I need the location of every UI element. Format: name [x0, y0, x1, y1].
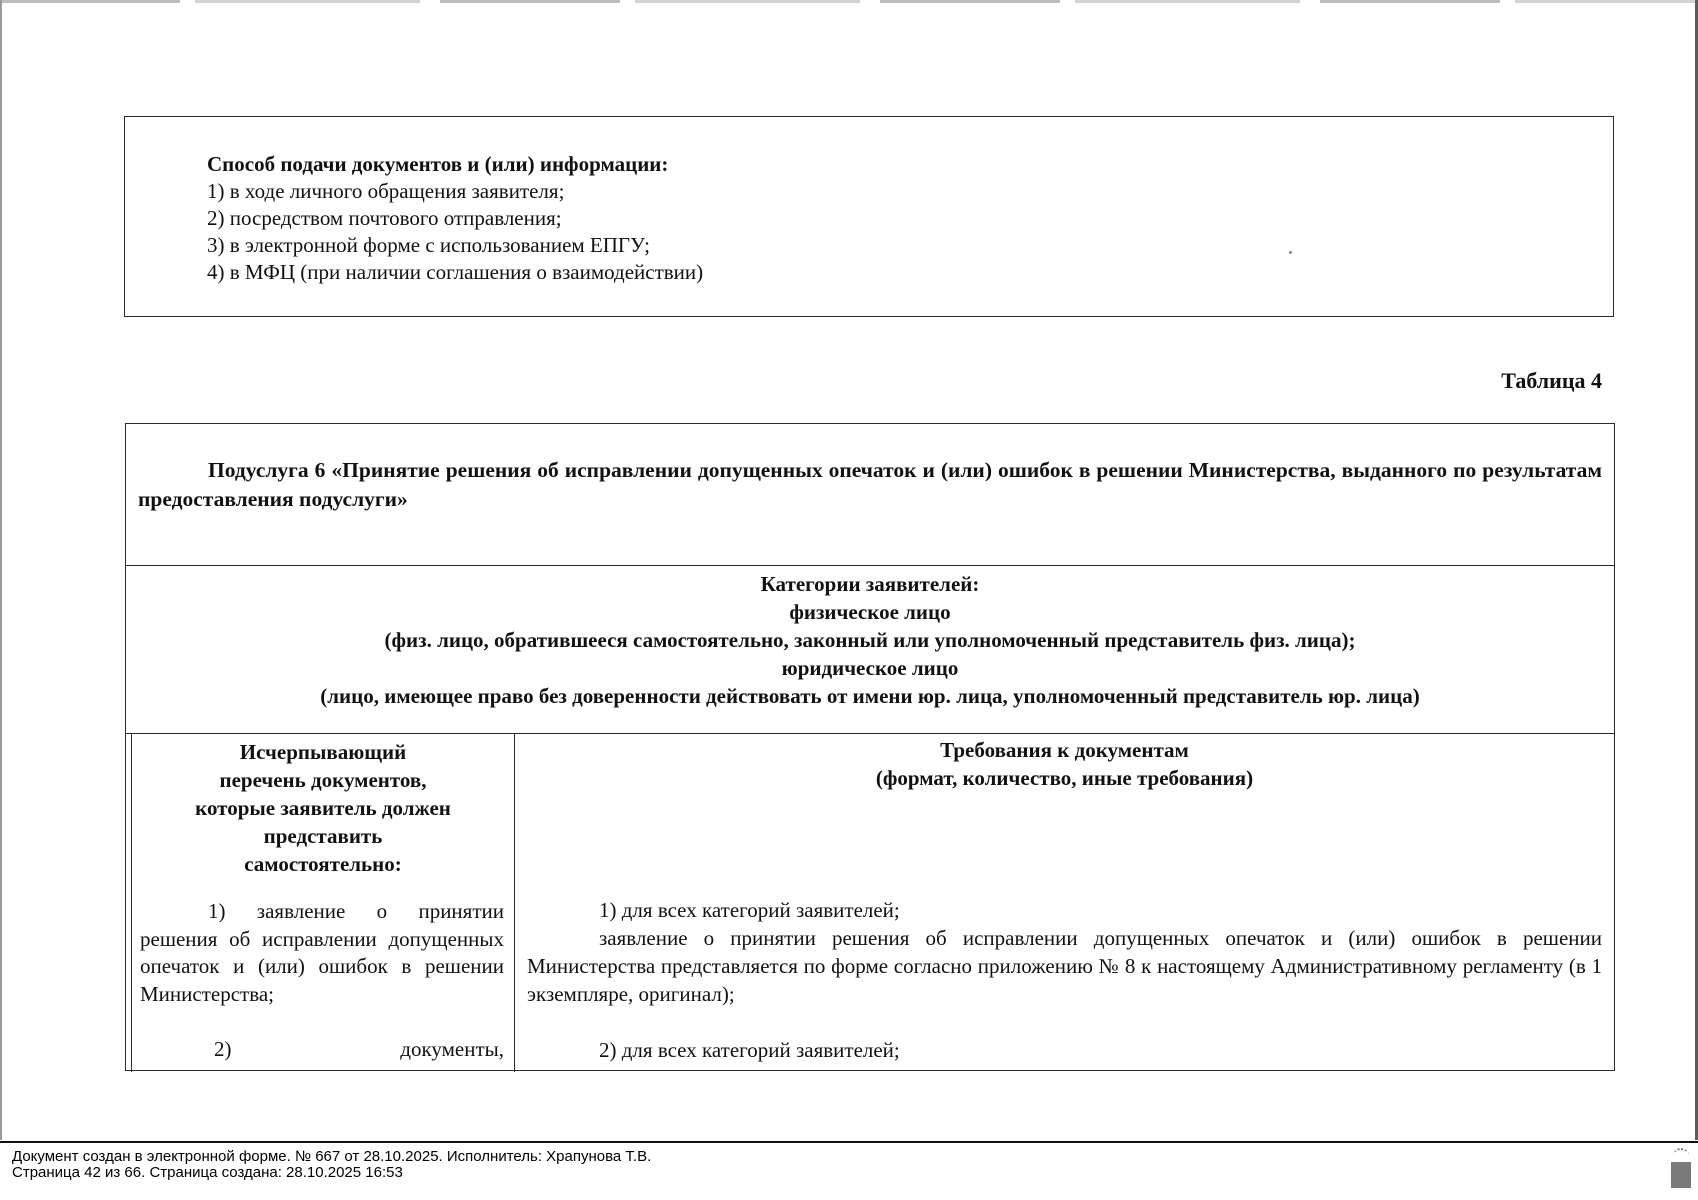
- applicant-categories-row: [126, 566, 1614, 734]
- requirements-body: [527, 896, 1602, 1064]
- document-item-1: 1) заявление о принятии решения об исправлении допущенных опечаток и (или) ошибок в решении Министерства;: [140, 899, 504, 1006]
- categories-heading: Категории заявителей:: [760, 572, 980, 596]
- table-number-label: Таблица 4: [1501, 368, 1602, 393]
- category-individual: физическое лицо: [789, 600, 951, 624]
- submission-method-item: 3) в электронной форме с использованием ЕПГУ;: [207, 233, 650, 257]
- footer-divider: [0, 1141, 1698, 1143]
- stamp-crown: [1673, 1148, 1689, 1158]
- document-item-2: [140, 1036, 504, 1064]
- submission-method-heading: Способ подачи документов и (или) информации:: [207, 152, 669, 176]
- category-legal-entity: юридическое лицо: [781, 656, 959, 680]
- footer-info: [12, 1149, 651, 1181]
- header-line: самостоятельно:: [244, 852, 402, 876]
- scan-edge-top: [0, 0, 1698, 3]
- submission-method-item: 1) в ходе личного обращения заявителя;: [207, 179, 565, 203]
- submission-method-item: 4) в МФЦ (при наличии соглашения о взаимодействии): [207, 260, 704, 284]
- subservice-title: Подуслуга 6 «Принятие решения об исправлении допущенных опечаток и (или) ошибок в решении Министерства, выданного по результатам предоставления подуслуги»: [138, 458, 1602, 511]
- document-stamp-icon: [1670, 1148, 1692, 1192]
- documents-list-body: [140, 898, 504, 1092]
- header-line: которые заявитель должен: [195, 796, 451, 820]
- footer-page-info: Страница 42 из 66. Страница создана: 28.10.2025 16:53: [12, 1164, 403, 1181]
- requirement-item-2: 2) для всех категорий заявителей;: [599, 1038, 900, 1062]
- category-legal-entity-details: (лицо, имеющее право без доверенности действовать от имени юр. лица, уполномоченный представитель юр. лица): [320, 684, 1420, 708]
- header-line: представить: [263, 824, 383, 848]
- requirements-header: [515, 736, 1614, 792]
- table-title-row: [126, 424, 1614, 566]
- footer-document-info: Документ создан в электронной форме. № 667 от 28.10.2025. Исполнитель: Храпунова Т.В.: [12, 1148, 652, 1165]
- documents-list-column: [131, 734, 515, 1072]
- documents-list-header: [132, 738, 514, 878]
- document-item-2-text: документы,: [400, 1037, 504, 1061]
- submission-method-content: [207, 151, 703, 286]
- header-line: перечень документов,: [219, 768, 427, 792]
- category-individual-details: (физ. лицо, обратившееся самостоятельно, законный или уполномоченный представитель физ. лица);: [384, 628, 1356, 652]
- scan-speck: [1289, 251, 1292, 254]
- header-line: Требования к документам: [940, 738, 1189, 762]
- submission-method-box: [124, 116, 1614, 317]
- requirement-item-1-text: заявление о принятии решения об исправлении допущенных опечаток и (или) ошибок в решении Министерства представляется по форме согласно приложению № 8 к настоящему Административному регламенту (в 1 экземпляре, оригинал);: [527, 926, 1602, 1006]
- submission-method-item: 2) посредством почтового отправления;: [207, 206, 562, 230]
- subservice-table: [125, 423, 1615, 1071]
- requirement-item-1: 1) для всех категорий заявителей;: [599, 898, 900, 922]
- scan-edge-left: [0, 0, 2, 1140]
- header-line: (формат, количество, иные требования): [875, 766, 1254, 790]
- header-line: Исчерпывающий: [239, 740, 407, 764]
- document-item-2-number: 2): [214, 1037, 232, 1061]
- requirements-column: [515, 734, 1614, 1072]
- stamp-block: [1671, 1162, 1691, 1188]
